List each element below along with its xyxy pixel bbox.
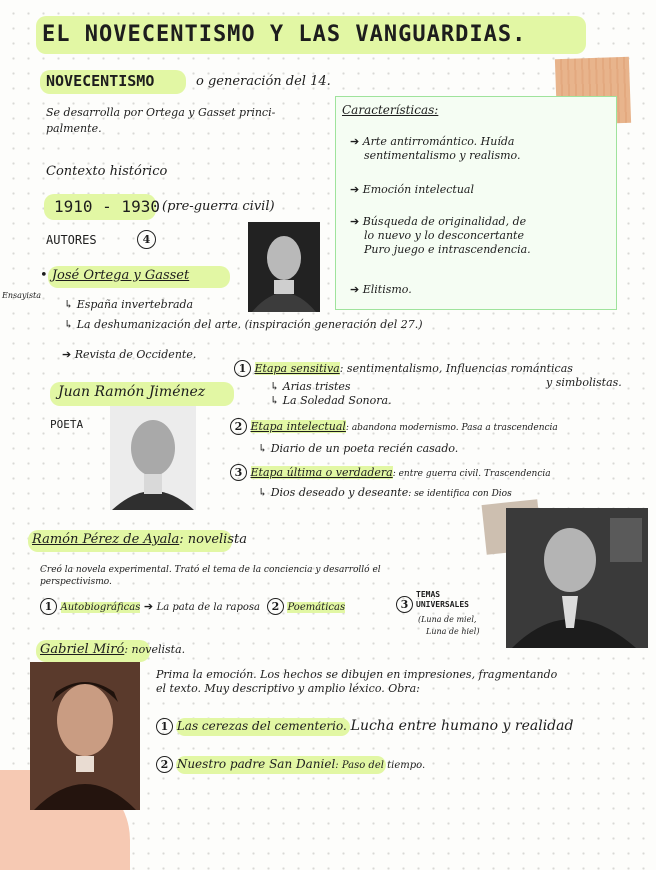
ortega-work-2: ↳ La deshumanización del arte. (inspiración generación del 27.) — [64, 318, 423, 331]
jrj-stage-1-works: ↳ Arias tristes ↳ La Soledad Sonora. — [270, 380, 392, 407]
jrj-stage-1: 1 Etapa sensitiva: sentimentalismo, Influencias románticas — [234, 360, 573, 377]
characteristic-item: ➔ Arte antirromántico. Huída sentimentalismo y realismo. — [350, 135, 521, 162]
arrow-icon: ↳ — [64, 298, 77, 311]
jrj-role: POETA — [50, 418, 84, 431]
authors-label: AUTORES — [46, 233, 97, 247]
jrj-stage-1-desc-2: y simbolistas. — [546, 376, 622, 389]
arrow-icon: ➔ — [143, 600, 154, 613]
ortega-work-1: ↳ España invertebrada — [64, 298, 194, 311]
context-label: Contexto histórico — [46, 164, 168, 179]
ayala-desc: Creó la novela experimental. Trató el tema de la conciencia y desarrolló el perspectivismo. — [40, 565, 381, 587]
characteristics-card — [335, 96, 617, 310]
arrow-icon: ➔ — [350, 135, 363, 148]
arrow-icon: ↳ — [270, 380, 283, 393]
page-title: EL NOVECENTISMO Y LAS VANGUARDIAS. — [36, 16, 586, 54]
ortega-portrait — [248, 222, 320, 312]
characteristics-title: Características: — [342, 103, 439, 117]
miro-work-1: 1 Las cerezas del cementerio. Lucha entre humano y realidad — [156, 718, 573, 735]
ayala-g3-badge: 3 — [396, 596, 413, 613]
authors-count-badge: 4 — [137, 230, 156, 249]
ayala-g3-works: (Luna de miel, Luna de hiel) — [418, 615, 480, 636]
jrj-stage-2: 2 Etapa intelectual: abandona modernismo. Pasa a trascendencia — [230, 418, 558, 435]
arrow-icon: ↳ — [64, 318, 77, 331]
characteristic-item: ➔ Búsqueda de originalidad, de lo nuevo y lo desconcertante Puro juego e intrascendencia. — [350, 215, 531, 256]
novecentismo-desc-2: palmente. — [46, 122, 102, 135]
ayala-genres: 1 Autobiográficas ➔ La pata de la raposa 2 Poemáticas — [40, 598, 345, 615]
characteristic-item: ➔ Emoción intelectual — [350, 183, 474, 196]
characteristic-item: ➔ Elitismo. — [350, 283, 412, 296]
ortega-work-3: ➔ Revista de Occidente. — [62, 348, 197, 361]
novecentismo-subtitle: o generación del 14. — [196, 74, 331, 89]
arrow-icon: ↳ — [258, 486, 271, 499]
miro-name: Gabriel Miró: novelista. — [40, 642, 186, 657]
arrow-icon: ➔ — [350, 283, 363, 296]
miro-desc: Prima la emoción. Los hechos se dibujen en impresiones, fragmentando el texto. Muy descriptivo y amplio léxico. Obra: — [156, 668, 558, 695]
ayala-portrait — [506, 508, 648, 648]
arrow-icon: ➔ — [62, 348, 75, 361]
arrow-icon: ↳ — [270, 394, 283, 407]
jrj-portrait — [110, 406, 196, 510]
jrj-stage-2-work: ↳ Diario de un poeta recién casado. — [258, 442, 459, 455]
miro-portrait — [30, 662, 140, 810]
bullet-icon: • — [40, 268, 52, 283]
arrow-icon: ↳ — [258, 442, 271, 455]
novecentismo-title: NOVECENTISMO — [46, 72, 155, 90]
jrj-stage-3-work: ↳ Dios deseado y deseante: se identifica con Dios — [258, 486, 512, 499]
ayala-name: Ramón Pérez de Ayala: novelista — [32, 532, 247, 547]
arrow-icon: ➔ — [350, 183, 363, 196]
dates: 1910 - 1930 — [54, 197, 160, 216]
jrj-stage-3: 3 Etapa última o verdadera: entre guerra civil. Trascendencia — [230, 464, 551, 481]
ortega-side-label: Ensayista — [2, 291, 42, 300]
jrj-name: Juan Ramón Jiménez — [58, 384, 206, 400]
ayala-g3: TEMAS UNIVERSALES — [416, 590, 469, 609]
ortega-name: • José Ortega y Gasset — [40, 268, 190, 283]
arrow-icon: ➔ — [350, 215, 363, 228]
dates-note: (pre-guerra civil) — [162, 199, 275, 214]
novecentismo-desc-1: Se desarrolla por Ortega y Gasset princi- — [46, 106, 276, 119]
miro-work-2: 2 Nuestro padre San Daniel: Paso del tiempo. — [156, 756, 425, 773]
